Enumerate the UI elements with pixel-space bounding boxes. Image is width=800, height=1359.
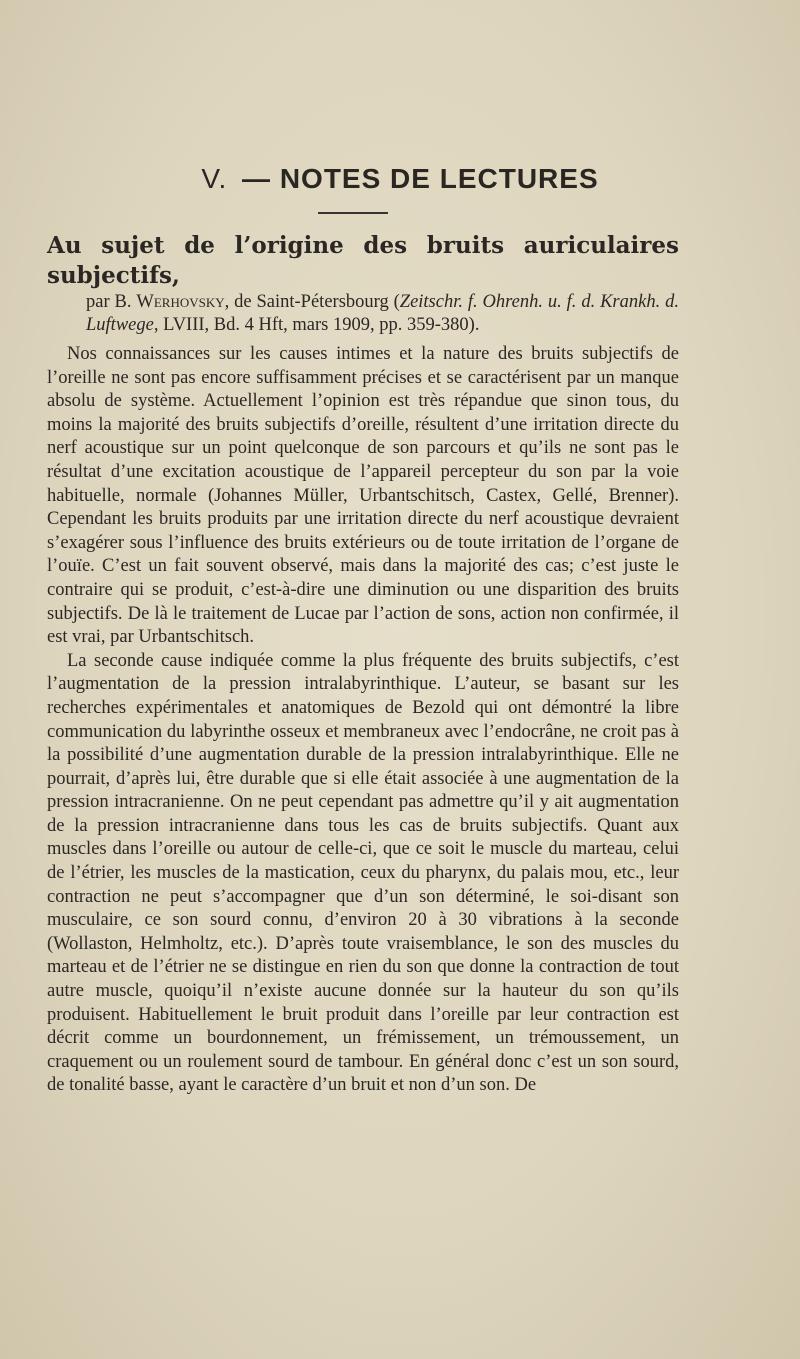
byline-citation: , LVIII, Bd. 4 Hft, mars 1909, pp. 359-380). (153, 315, 480, 335)
section-title: NOTES DE LECTURES (279, 163, 599, 194)
section-heading (0, 163, 800, 195)
article-byline (47, 291, 679, 337)
heading-divider (318, 212, 388, 214)
section-number: V. (201, 163, 228, 194)
article-title: Au sujet de l’origine des bruits auriculaires subjectifs, (47, 232, 679, 289)
journal-name: Zeitschr. f. Ohrenh. u. f. d. Krankh. d. Luftwege (86, 292, 679, 335)
paragraph-1: Nos connaissances sur les causes intimes et la nature des bruits subjectifs de l’oreille ne sont pas encore suffisamment précises et se caractérisent par un manque absolu de système. Actuellement l’opinion est très répandue que sinon tous, du moins la majorité des bruits subjectifs d’oreille, résultent d’une irritation directe du nerf acoustique sur un point quelconque de son parcours et qu’ils ne sont pas le résultat d’une excitation acoustique de l’appareil percepteur du son par la voie habituelle, normale (Johannes Müller, Urbantschitsch, Castex, Gellé, Brenner). Cependant les bruits produits par une irritation directe du nerf acoustique devraient s’exagérer sous l’influence des bruits extérieurs ou de toute irritation de l’organe de l’ouïe. C’est un fait souvent observé, mais dans la majorité des cas; c’est juste le contraire qui se produit, c’est-à-dire une diminution ou une disparition des bruits subjectifs. De là le traitement de Lucae par l’action de sons, action non confirmée, il est vrai, par Urbantschitsch. (47, 344, 679, 648)
paragraph-2: La seconde cause indiquée comme la plus fréquente des bruits subjectifs, c’est l’augmentation de la pression intralabyrinthique. L’auteur, se basant sur les recherches expérimentales et anatomiques de Bezold qui ont démontré la libre communication du labyrinthe osseux et membraneux avec l’endocrâne, ne croit pas à la possibilité d’une augmentation durable de la pression intralabyrinthique. Elle ne pourrait, d’après lui, être durable que si elle était associée à une augmentation de la pression intracranienne. On ne peut cependant pas admettre qu’il y ait augmentation de la pression intracranienne dans tous les cas de bruits subjectifs. Quant aux muscles dans l’oreille ou autour de celle-ci, que ce soit le muscle du marteau, celui de l’étrier, les muscles de la mastication, ceux du pharynx, du palais mou, etc., leur contraction ne peut s’accompagner que d’un son déterminé, le soi-disant son musculaire, ce son sourd connu, d’environ 20 à 30 vibrations à la seconde (Wollaston, Helmholtz, etc.). D’après toute vraisemblance, le son des muscles du marteau et de l’étrier ne se distingue en rien du son que donne la contraction de tout autre muscle, quoiqu’il n’existe aucune donnée sur la hauteur du son qu’ils produisent. Habituellement le bruit produit dans l’oreille par leur contraction est décrit comme un bourdonnement, un frémissement, un trémoussement, un craquement ou un roulement sourd de tambour. En général donc c’est un son sourd, de tonalité basse, ayant le caractère d’un bruit et non d’un son. De (47, 650, 679, 1096)
author-name: Werhovsky (136, 292, 225, 312)
article (47, 231, 679, 1098)
byline-prefix: par B. (86, 292, 137, 312)
section-dash: — (242, 163, 272, 194)
byline-place: , de Saint-Pétersbourg ( (224, 292, 400, 312)
